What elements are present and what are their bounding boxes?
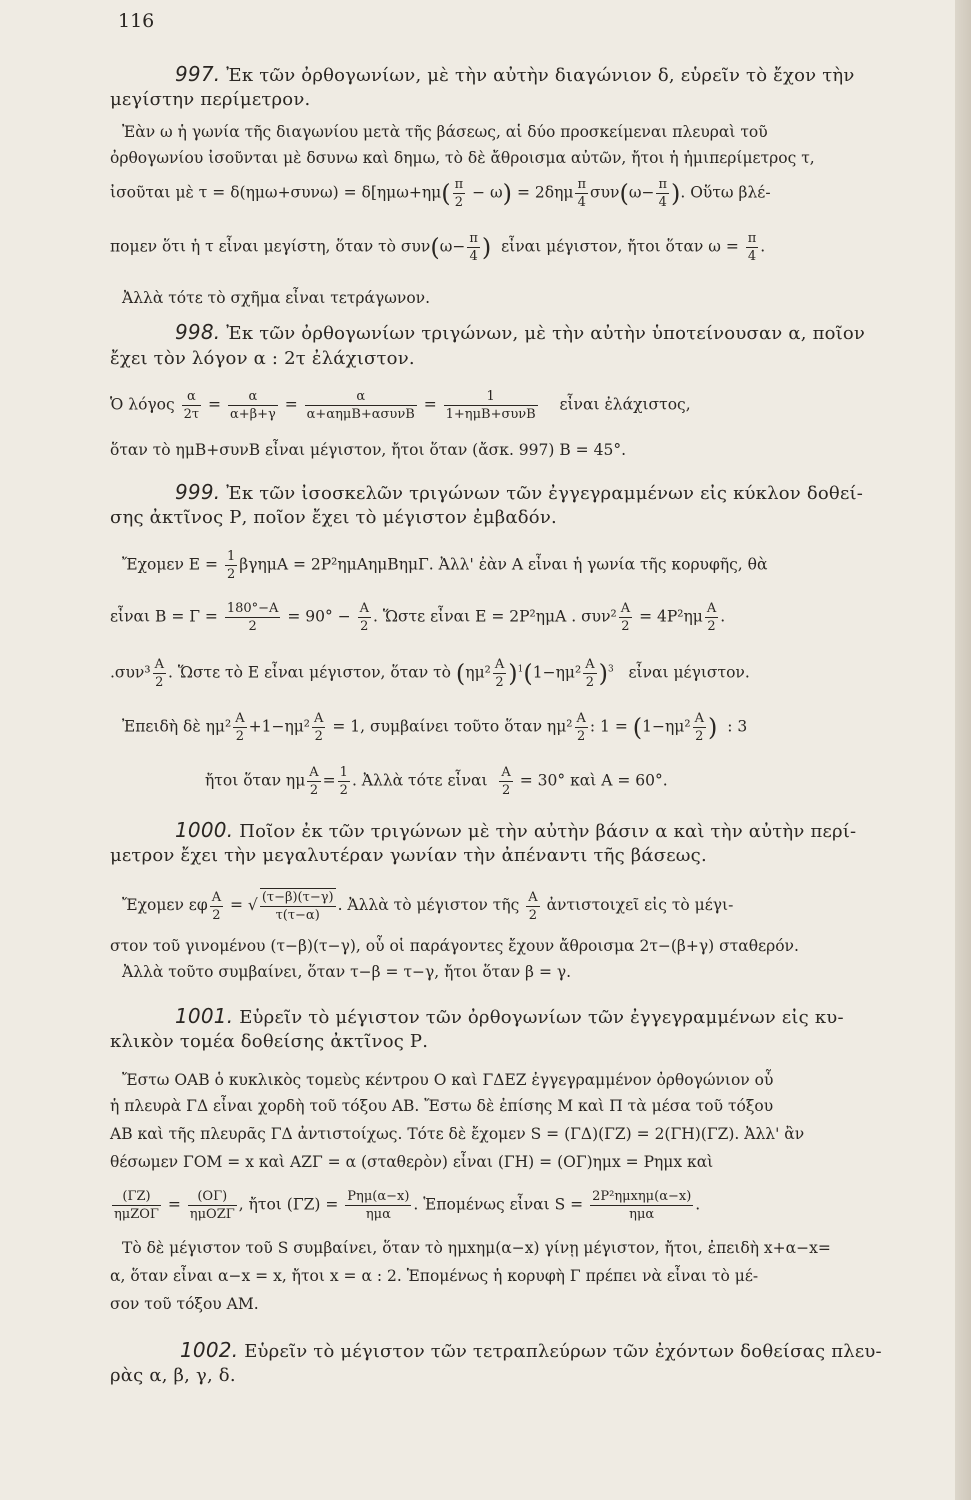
formula-line: ἰσοῦται μὲ τ = δ(ημω+συνω) = δ[ημω+ημ( $\frac{\pi}{2}$ − ω) = 2δημ $\frac{\pi}{4}$ συν(ω− $\frac{\pi}{4}$ ). Οὕτω βλέ- [110, 177, 771, 210]
problem-997-title-cont: μεγίστην περίμετρον. [110, 89, 311, 110]
text-line: ἡ πλευρὰ ΓΔ εἶναι χορδὴ τοῦ τόξου ΑΒ. Ἔστω δὲ ἐπίσης Μ καὶ Π τὰ μέσα τοῦ τόξου [110, 1097, 774, 1115]
formula-line: ἤτοι ὅταν ημ $\frac{A}{2}$ = $\frac{1}{2}$ . Ἀλλὰ τότε εἶναι $\frac{A}{2}$ = 30° καὶ Α = 60°. [205, 765, 668, 798]
problem-1002-title: 1002. Εὑρεῖν τὸ μέγιστον τῶν τετραπλεύρων τῶν ἐχόντων δοθείσας πλευ- [180, 1338, 882, 1362]
page-number: 116 [118, 10, 155, 32]
text-line: ΑΒ καὶ τῆς πλευρᾶς ΓΔ ἀντιστοίχως. Τότε δὲ ἔχομεν S = (ΓΔ)(ΓΖ) = 2(ΓΗ)(ΓΖ). Ἀλλ' ἂν [110, 1125, 805, 1143]
problem-999-title: 999. Ἐκ τῶν ἰσοσκελῶν τριγώνων τῶν ἐγγεγραμμένων εἰς κύκλον δοθεί- [175, 480, 864, 504]
formula-line: Ἔχομεν εφ $\frac{A}{2}$ = √ $\frac{(\tau-\beta)(\tau-\gamma)}{\tau(\tau-\alpha)}$ . Ἀλλὰ τὸ μέγιστον τῆς $\frac{A}{2}$ ἀντιστοιχεῖ εἰς τὸ μέγι- [122, 889, 734, 923]
formula-line: .συν³ $\frac{A}{2}$ . Ὥστε τὸ Ε εἶναι μέγιστον, ὅταν τὸ (ημ² $\frac{A}{2}$ )$^1$(1−ημ² $\frac{A}{2}$ )$^3$ εἶναι μέγιστον. [110, 657, 750, 690]
text-line: Ἀλλὰ τότε τὸ σχῆμα εἶναι τετράγωνον. [122, 289, 431, 307]
formula-line: εἶναι Β = Γ = $\frac{180^\circ-A}{2}$ = 90° − $\frac{A}{2}$ . Ὥστε εἶναι Ε = 2Ρ²ημΑ . συν² $\frac{A}{2}$ = 4Ρ²ημ $\frac{A}{2}$ . [110, 601, 726, 634]
page-edge [955, 0, 971, 1500]
formula-line: Ὁ λόγος $\frac{\alpha}{2\tau}$ = $\frac{\alpha}{\alpha+\beta+\gamma}$ = α α+αημΒ+ασυνΒ = 1 1+ημΒ+συνΒ εἶναι ἐλάχιστος, [110, 389, 691, 422]
text-line: Ἔστω ΟΑΒ ὁ κυκλικὸς τομεὺς κέντρου Ο καὶ ΓΔΕΖ ἐγγεγραμμένον ὀρθογώνιον οὗ [122, 1071, 774, 1089]
text-line: Ἐὰν ω ἡ γωνία τῆς διαγωνίου μετὰ τῆς βάσεως, αἱ δύο προσκείμεναι πλευραὶ τοῦ [122, 123, 768, 141]
formula-line: (ΓΖ) ημΖΟΓ = (ΟΓ) ημΟΖΓ , ἤτοι (ΓΖ) = Ρημ(α−x) ημα . Ἑπομένως εἶναι S = 2Ρ²ημxημ(α−x) ημα . [114, 1189, 701, 1222]
formula-line: πομεν ὅτι ἡ τ εἶναι μεγίστη, ὅταν τὸ συν(ω− $\frac{\pi}{4}$ ) εἶναι μέγιστον, ἤτοι ὅταν ω = $\frac{\pi}{4}$ . [110, 231, 766, 264]
formula-line: Ἐπειδὴ δὲ ημ² $\frac{A}{2}$ +1−ημ² $\frac{A}{2}$ = 1, συμβαίνει τοῦτο ὅταν ημ² $\frac{A}{2}$ : 1 = (1−ημ² $\frac{A}{2}$ ) : 3 [122, 711, 748, 744]
text-line: στον τοῦ γινομένου (τ−β)(τ−γ), οὗ οἱ παράγοντες ἔχουν ἄθροισμα 2τ−(β+γ) σταθερόν. [110, 937, 799, 955]
formula-line: Ἔχομεν Ε = $\frac{1}{2}$ βγημΑ = 2Ρ²ημΑημΒημΓ. Ἀλλ' ἐὰν Α εἶναι ἡ γωνία τῆς κορυφῆς, θὰ [122, 549, 768, 582]
text-line: α, ὅταν εἶναι α−x = x, ἤτοι x = α : 2. Ἑπομένως ἡ κορυφὴ Γ πρέπει νὰ εἶναι τὸ μέ- [110, 1267, 759, 1285]
problem-1000-title: 1000. Ποῖον ἐκ τῶν τριγώνων μὲ τὴν αὐτὴν βάσιν α καὶ τὴν αὐτὴν περί- [175, 818, 857, 842]
text-line: ὀρθογωνίου ἰσοῦνται μὲ δσυνω καὶ δημω, τὸ δὲ ἄθροισμα αὐτῶν, ἤτοι ἡ ἡμιπερίμετρος τ, [110, 149, 815, 167]
text-line: Ἀλλὰ τοῦτο συμβαίνει, ὅταν τ−β = τ−γ, ἤτοι ὅταν β = γ. [122, 963, 572, 981]
problem-999-title-cont: σης ἀκτῖνος Ρ, ποῖον ἔχει τὸ μέγιστον ἐμβαδόν. [110, 507, 557, 528]
problem-998-title: 998. Ἐκ τῶν ὀρθογωνίων τριγώνων, μὲ τὴν αὐτὴν ὑποτείνουσαν α, ποῖον [175, 320, 866, 344]
problem-1001-title-cont: κλικὸν τομέα δοθείσης ἀκτῖνος Ρ. [110, 1031, 429, 1052]
text-line: Τὸ δὲ μέγιστον τοῦ S συμβαίνει, ὅταν τὸ ημxημ(α−x) γίνῃ μέγιστον, ἤτοι, ἐπειδὴ x+α−x= [122, 1239, 831, 1257]
problem-1000-title-cont: μετρον ἔχει τὴν μεγαλυτέραν γωνίαν τὴν ἀπέναντι τῆς βάσεως. [110, 845, 707, 866]
text-line: ὅταν τὸ ημΒ+συνΒ εἶναι μέγιστον, ἤτοι ὅταν (ἄσκ. 997) Β = 45°. [110, 441, 626, 459]
text-line: θέσωμεν ΓΟΜ = x καὶ ΑΖΓ = α (σταθερὸν) εἶναι (ΓΗ) = (ΟΓ)ημx = Ρημx καὶ [110, 1153, 714, 1171]
text-line: σον τοῦ τόξου ΑΜ. [110, 1295, 259, 1313]
problem-1002-title-cont: ρὰς α, β, γ, δ. [110, 1365, 236, 1386]
problem-1001-title: 1001. Εὑρεῖν τὸ μέγιστον τῶν ὀρθογωνίων τῶν ἐγγεγραμμένων εἰς κυ- [175, 1004, 844, 1028]
problem-997-title: 997. Ἐκ τῶν ὀρθογωνίων, μὲ τὴν αὐτὴν διαγώνιον δ, εὑρεῖν τὸ ἔχον τὴν [175, 62, 855, 86]
problem-998-title-cont: ἔχει τὸν λόγον α : 2τ ἐλάχιστον. [110, 348, 415, 369]
